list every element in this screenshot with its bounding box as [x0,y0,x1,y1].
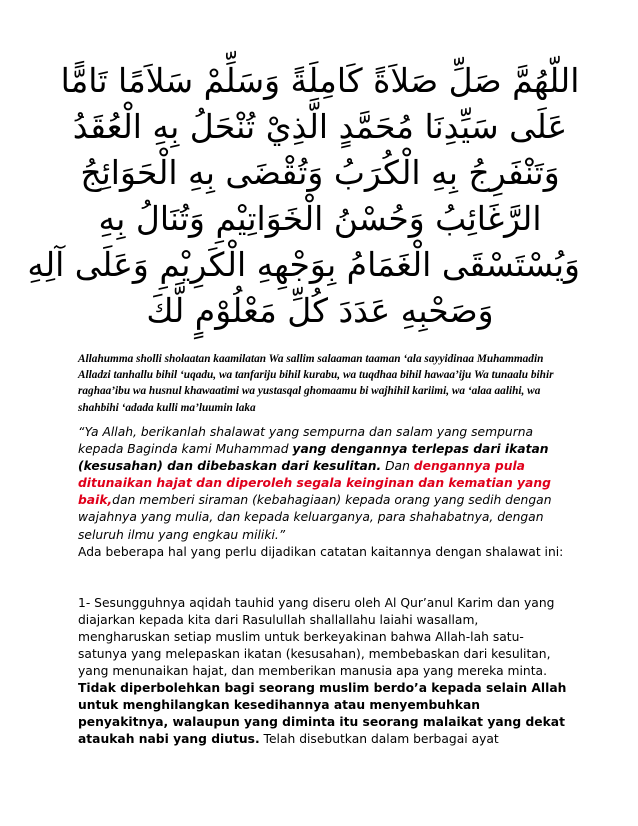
intro-paragraph: Ada beberapa hal yang perlu dijadikan catatan kaitannya dengan shalawat ini: [78,545,564,559]
arabic-line-3: وَتَنْفَرِجُ بِهِ الْكُرَبُ وَتُقْضَى بِهِ الْحَوَائِجُ [80,153,560,192]
meaning-paragraph [78,424,570,544]
transliteration: Allahumma sholli sholaatan kaamilatan Wa sallim salaaman taaman ‘ala sayyidinaa Muhammadin Alladzi tanhallu bihil ‘uqadu, wa tanfariju bihil kurabu, wa tuqdhaa bihil hawaa’iju Wa tunaalu bihir raghaa’ibu wa husnul khawaatimi wa yustasqal ghomaamu bi wajhihil kariimi, wa ‘alaa aalihi, wa shahbihi ‘adada kulli ma’luumin laka [78,353,554,414]
meaning-part5: dan memberi siraman (kebahagiaan) kepada orang yang sedih dengan wajahnya yang mulia, dan kepada keluarganya, para shahabatnya, dengan seluruh ilmu yang engkau miliki.” [78,493,552,542]
meaning-bold: yang dengannya terlepas dari ikatan (kesusahan) dan dibebaskan dari kesulitan. [78,442,549,474]
arabic-line-2: عَلَى سَيِّدِنَا مُحَمَّدٍ الَّذِيْ تُنْحَلُ بِهِ الْعُقَدُ [72,107,568,146]
warning-paragraph [78,680,570,748]
arabic-prayer [27,58,580,334]
arabic-line-5: وَيُسْتَسْقَى الْغَمَامُ بِوَجْهِهِ الْكَرِيْمِ وَعَلَى آلِهِ [27,245,580,284]
arabic-line-4: الرَّغَائِبُ وَحُسْنُ الْخَوَاتِيْمِ وَتُنَالُ بِهِ [98,199,542,238]
arabic-line-1: اللّهُمَّ صَلِّ صَلاَةً كَامِلَةً وَسَلِّمْ سَلاَمًا تَامًّا [60,61,580,100]
warning-bold: Tidak diperbolehkan bagi seorang muslim berdo’a kepada selain Allah untuk menghilangkan kesedihannya atau menyembuhkan penyakitnya, walaupun yang diminta itu seorang malaikat yang dekat ataukah nabi yang diutus. [78,681,567,747]
meaning-part3: Dan [381,459,414,474]
arabic-line-6: وَصَحْبِهِ عَدَدَ كُلِّ مَعْلُوْمٍ لَّكَ [146,291,494,330]
warning-normal: Telah disebutkan dalam berbagai ayat [259,732,499,747]
meaning-part1: “Ya Allah, berikanlah shalawat yang sempurna dan salam yang sempurna kepada Baginda kami Muhammad [78,425,534,457]
point-1-paragraph: 1- Sesungguhnya aqidah tauhid yang diseru oleh Al Qur’anul Karim dan yang diajarkan kepada kita dari Rasulullah shallallahu laiahi wasallam, mengharuskan setiap muslim untuk berkeyakinan bahwa Allah-lah satu-satunya yang melepaskan ikatan (kesusahan), membebaskan dari kesulitan, yang menunaikan hajat, dan memberikan manusia apa yang mereka minta. [78,596,555,679]
meaning-highlight: dengannya pula ditunaikan hajat dan diperoleh segala keinginan dan kematian yang baik, [78,459,551,508]
